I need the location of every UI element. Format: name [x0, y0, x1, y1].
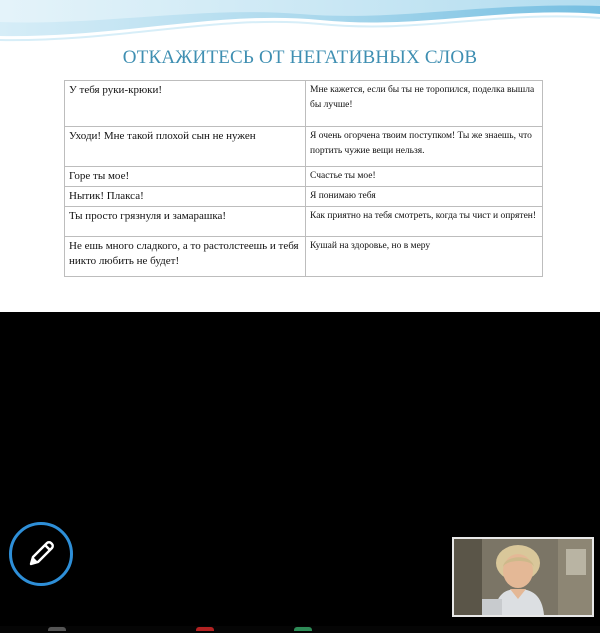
negative-phrase: Уходи! Мне такой плохой сын не нужен: [65, 127, 306, 167]
annotate-pen-button[interactable]: [9, 522, 73, 586]
table-row: [65, 187, 543, 207]
table-row: [65, 207, 543, 237]
positive-phrase: Мне кажется, если бы ты не торопился, поделка вышла бы лучше!: [306, 81, 543, 127]
positive-phrase: Кушай на здоровье, но в меру: [306, 237, 543, 277]
positive-phrase: Счастье ты мое!: [306, 167, 543, 187]
negative-phrase: Ты просто грязнуля и замарашка!: [65, 207, 306, 237]
toolbar-indicator: [48, 627, 66, 631]
table-row: [65, 81, 543, 127]
positive-phrase: Я понимаю тебя: [306, 187, 543, 207]
pencil-icon: [24, 537, 58, 571]
positive-phrase: Как приятно на тебя смотреть, когда ты чист и опрятен!: [306, 207, 543, 237]
negative-phrase: Горе ты мое!: [65, 167, 306, 187]
speaker-video: [454, 539, 592, 615]
toolbar-indicator: [294, 627, 312, 631]
slide-title: ОТКАЖИТЕСЬ ОТ НЕГАТИВНЫХ СЛОВ: [122, 47, 478, 68]
table-row: [65, 167, 543, 187]
presentation-slide: [0, 0, 600, 312]
negative-phrase: Не ешь много сладкого, а то растолстеешь и тебя никто любить не будет!: [65, 237, 306, 277]
negative-phrase: У тебя руки-крюки!: [65, 81, 306, 127]
toolbar-indicator: [196, 627, 214, 631]
table-row: [65, 237, 543, 277]
negative-phrase: Нытик! Плакса!: [65, 187, 306, 207]
table-row: [65, 127, 543, 167]
webcam-thumbnail[interactable]: [452, 537, 594, 617]
phrases-table: [64, 80, 543, 277]
header-wave-decoration: [0, 0, 600, 50]
positive-phrase: Я очень огорчена твоим поступком! Ты же знаешь, что портить чужие вещи нельзя.: [306, 127, 543, 167]
